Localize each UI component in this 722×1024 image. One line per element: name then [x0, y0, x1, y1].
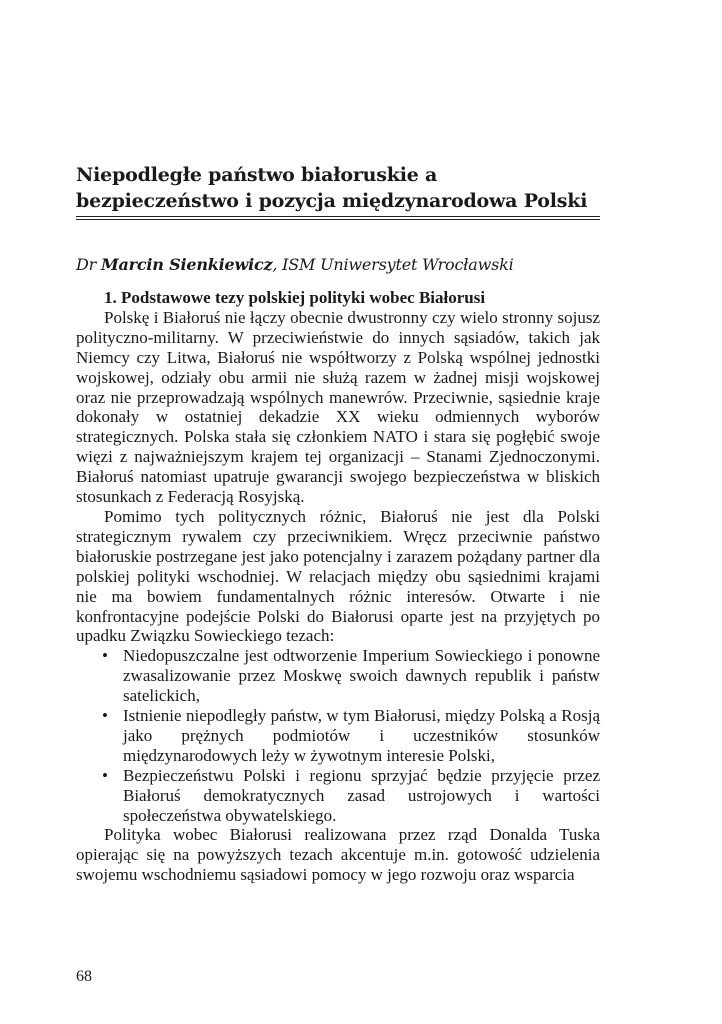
title-double-rule — [76, 216, 600, 220]
bullet-item — [76, 766, 600, 826]
author-byline — [76, 254, 606, 276]
bullet-text: Niedopuszczalne jest odtworzenie Imperium Sowieckiego i ponowne zwasalizowanie przez Moskwę swoich dawnych republik i państw satelickich, — [123, 646, 600, 706]
bullet-icon: • — [102, 706, 108, 726]
bullet-text: Bezpieczeństwu Polski i regionu sprzyjać będzie przyjęcie przez Białoruś demokratycznych zasad ustrojowych i wartości społeczeństwa obywatelskiego. — [123, 765, 600, 825]
section-heading: 1. Podstawowe tezy polskiej polityki wobec Białorusi — [104, 288, 486, 307]
author-affiliation: , ISM Uniwersytet Wrocławski — [272, 255, 514, 274]
bullet-list — [76, 646, 600, 825]
author-name: Marcin Sienkiewicz — [100, 255, 273, 274]
bullet-text: Istnienie niepodległy państw, w tym Białorusi, między Polską a Rosją jako prężnych podmiotów i uczestników stosunków międzynarodowych leży w żywotnym interesie Polski, — [123, 706, 600, 765]
paragraph: Pomimo tych politycznych różnic, Białoruś nie jest dla Polski strategicznym rywalem czy przeciwnikiem. Wręcz przeciwnie państwo białoruskie postrzegane jest jako potencjalny i zarazem pożądany partner dla polskiej polityki wschodniej. W relacjach między obu sąsiednimi krajami nie ma bowiem fundamentalnych różnic interesów. Otwarte i nie konfrontacyjne podejście Polski do Białorusi oparte jest na przyjętych po upadku Związku Sowieckiego tezach: — [76, 506, 600, 646]
closing-paragraph: Polityka wobec Białorusi realizowana przez rząd Donalda Tuska opierając się na powyższych tezach akcentuje m.in. gotowość udzielenia swojemu wschodniemu sąsiadowi pomocy w jego rozwoju oraz wsparcia — [76, 825, 600, 885]
bullet-item — [76, 646, 600, 706]
paragraph: Polskę i Białoruś nie łączy obecnie dwustronny czy wielo stronny sojusz polityczno-militarny. W przeciwieństwie do innych sąsiadów, takich jak Niemcy czy Litwa, Białoruś nie współtworzy z Polską wspólnej jednostki wojskowej, odziały obu armii nie służą razem w żadnej misji wojskowej oraz nie przeprowadzają wspólnych manewrów. Przeciwnie, sąsiednie kraje dokonały w ostatniej dekadzie XX wieku odmiennych wyborów strategicznych. Polska stała się członkiem NATO i stara się pogłębić swoje więzi z najważniejszym krajem tej organizacji – Stanami Zjednoczonymi. Białoruś natomiast upatruje gwarancji swojego bezpieczeństwa w bliskich stosunkach z Federacją Rosyjską. — [76, 307, 600, 507]
chapter-title: Niepodległe państwo białoruskie a bezpieczeństwo i pozycja międzynarodowa Polski — [76, 164, 588, 212]
bullet-icon: • — [102, 765, 108, 785]
bullet-item — [76, 706, 600, 766]
body-text — [76, 288, 600, 885]
bullet-icon: • — [102, 646, 108, 666]
page-number: 68 — [76, 968, 92, 985]
author-prefix: Dr — [76, 255, 101, 274]
